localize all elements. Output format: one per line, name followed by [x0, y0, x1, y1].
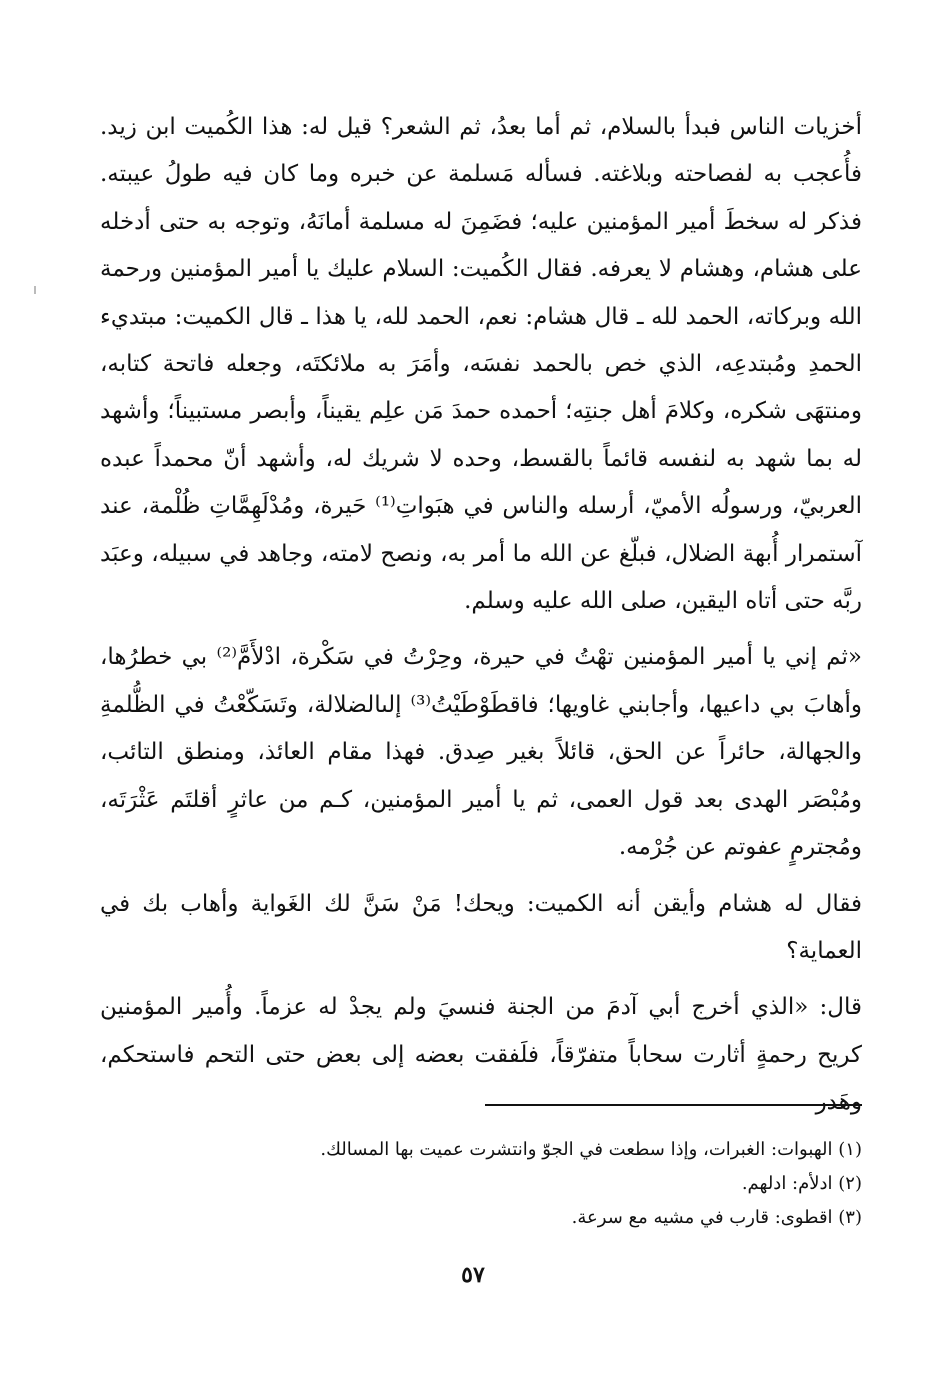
footnote-1: (١) الهبوات: الغبرات، وإذا سطعت في الجوّ وانتشرت عميت بها المسالك. — [320, 1139, 862, 1160]
scan-speck — [34, 286, 36, 294]
footnote-3: (٣) اقطوى: قارب في مشيه مع سرعة. — [571, 1207, 862, 1228]
main-text — [100, 104, 862, 1127]
paragraph-1: أخزيات الناس فبدأ بالسلام، ثم أما بعدُ، ثم الشعر؟ قيل له: هذا الكُميت ابن زيد. فأُعجب به لفصاحته وبلاغته. فسأله مَسلمة عن خبره وما كان فيه طولُ عيبته. فذكر له سخطَ أمير المؤمنين عليه؛ فضَمِنَ له مسلمة أمانَهُ، وتوجه به حتى أدخله على هشام، وهشام لا يعرفه. فقال الكُميت: السلام عليك يا أمير المؤمنين ورحمة الله وبركاته، الحمد لله ـ قال هشام: نعم، الحمد لله، يا هذا ـ قال الكميت: مبتديء الحمدِ ومُبتدعِه، الذي خص بالحمد نفسَه، وأمَرَ به ملائكتَه، وجعله فاتحة كتابه، ومنتهَى شكره، وكلامَ أهل جنتِه؛ أحمده حمدَ مَن علِم يقيناً، وأبصر مستبيناً؛ وأشهد له بما شهد به لنفسه قائماً بالقسط، وحده لا شريك له، وأشهد أنّ محمداً عبده العربيّ، ورسولُه الأميّ، أرسله والناس في هبَواتِ⁽¹⁾ حَيرة، ومُدْلَهِمَّاتِ ظُلْمة، عند آستمرار أُبهة الضلال، فبلّغ عن الله ما أمر به، ونصح لامته، وجاهد في سبيله، وعبَد ربَّه حتى أتاه اليقين، صلى الله عليه وسلم. — [100, 114, 862, 615]
paragraph-4: قال: «الذي أخرج أبي آدمَ من الجنة فنسيَ ولم يجدْ له عزماً. وأُمير المؤمنين كريح رحمةٍ أثارت سحاباً متفرّقاً، فلَفقت بعضه إلى بعض حتى التحم فاستحكم، وهَدر — [100, 994, 862, 1116]
page-number: ٥٧ — [461, 1262, 485, 1288]
paragraph-3: فقال له هشام وأيقن أنه الكميت: ويحك! مَنْ سَنَّ لك الغَواية وأهاب بك في العماية؟ — [100, 890, 862, 964]
footnote-separator — [485, 1104, 862, 1106]
footnotes — [100, 1133, 862, 1235]
footnote-2: (٢) ادلأم: ادلهم. — [741, 1173, 862, 1194]
paragraph-2: «ثم إني يا أمير المؤمنين تهْتُ في حيرة، وحِرْتُ في سَكْرة، ادْلأَمَّ⁽²⁾ بي خطرُها، وأهابَ بي داعيها، وأجابني غاويها؛ فاقطَوْطَيْتُ⁽³⁾ إلىالضلالة، وتَسَكّعْتُ في الظُّلمةِ والجهالة، حائراً عن الحق، قائلاً بغير صِدق. فهذا مقام العائذ، ومنطق التائب، ومُبْصَر الهدى بعد قول العمى، ثم يا أمير المؤمنين، كـم من عاثرٍ أقلتَم عَثْرَتَه، ومُجترمٍ عفوتم عن جُرْمه. — [100, 644, 863, 861]
